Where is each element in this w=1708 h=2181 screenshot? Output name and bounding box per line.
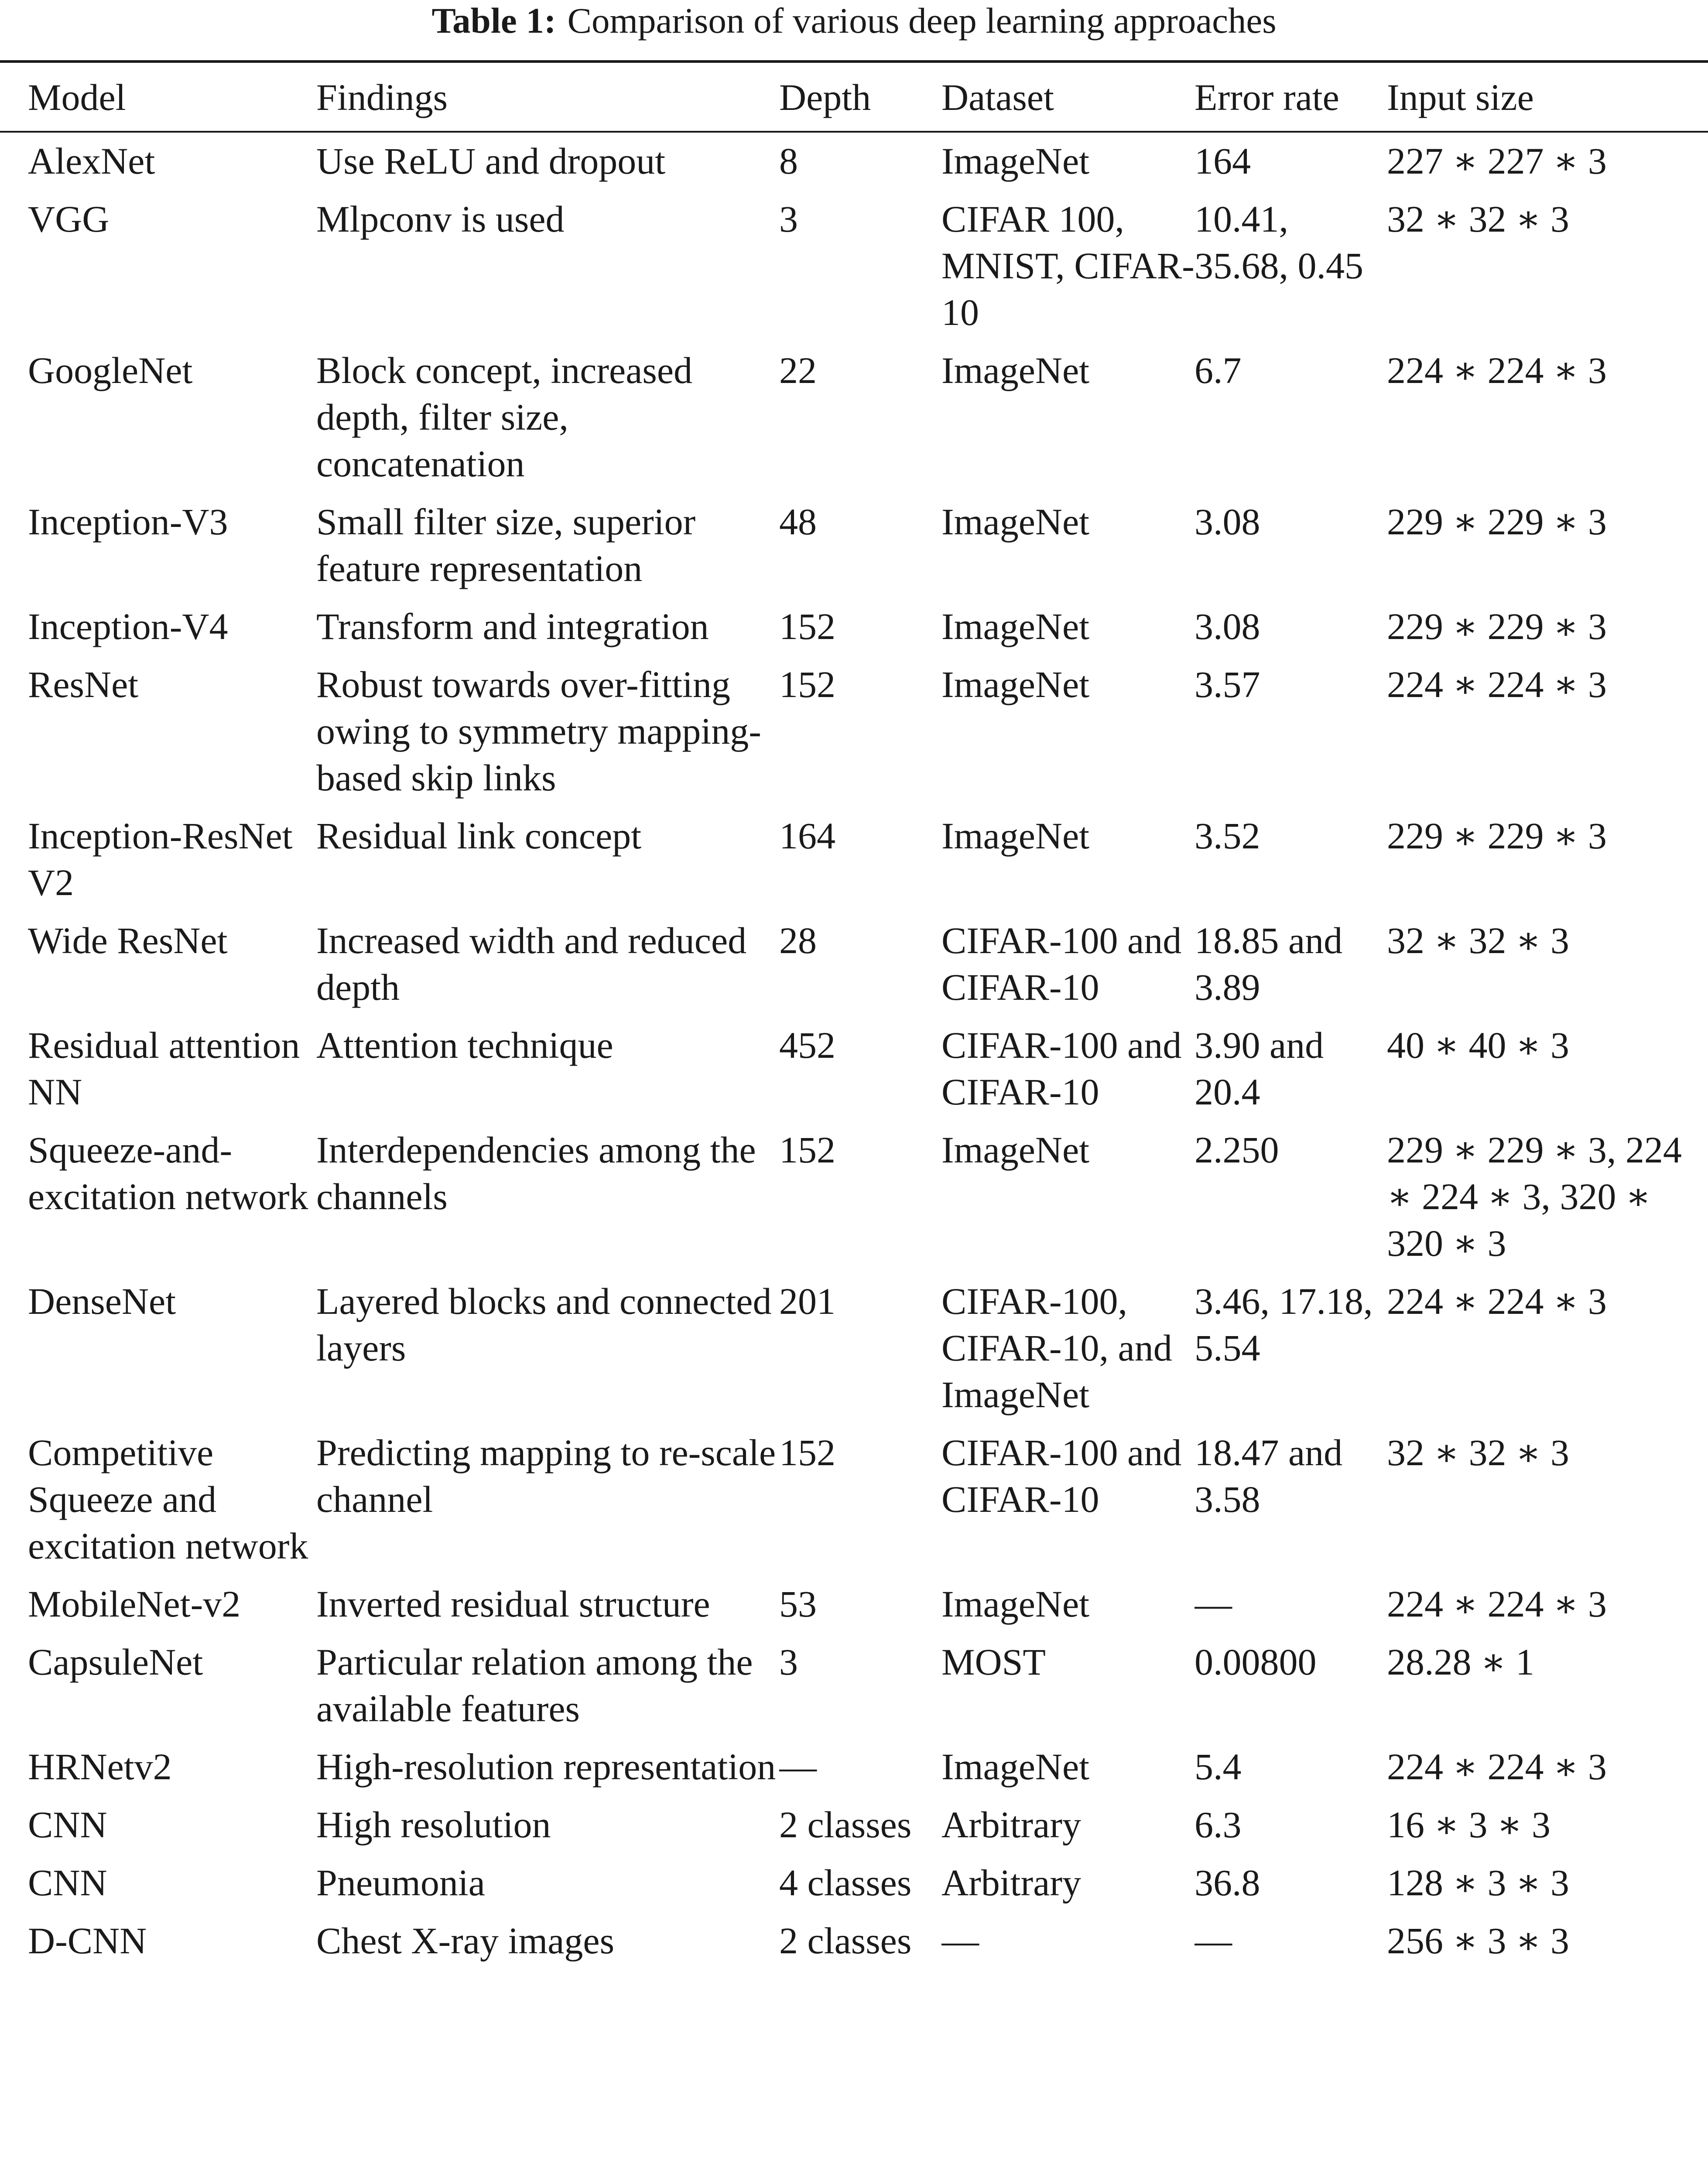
cell-input-size: 28.28 ∗ 1	[1387, 1641, 1534, 1683]
cell-findings: High-resolution representation	[316, 1746, 776, 1788]
cell-findings: Residual link concept	[316, 815, 642, 857]
cell-findings: Inverted residual structure	[316, 1583, 710, 1625]
column-header-depth: Depth	[779, 76, 871, 118]
table-row	[0, 1918, 1708, 1976]
cell-depth: 2 classes	[779, 1920, 912, 1962]
cell-input-size: 256 ∗ 3 ∗ 3	[1387, 1920, 1569, 1962]
cell-error-rate: 3.08	[1195, 605, 1260, 647]
table-row	[0, 1802, 1708, 1860]
table-row	[0, 196, 1708, 347]
cell-dataset: ImageNet	[941, 1129, 1090, 1171]
cell-depth: 3	[779, 1641, 798, 1683]
cell-findings: Use ReLU and dropout	[316, 140, 666, 182]
cell-input-size: 16 ∗ 3 ∗ 3	[1387, 1804, 1551, 1846]
cell-dataset: ImageNet	[941, 605, 1090, 647]
cell-findings: Chest X-ray images	[316, 1920, 615, 1962]
cell-depth: 152	[779, 1432, 835, 1473]
cell-model: Inception-V4	[28, 605, 228, 647]
cell-depth: 201	[779, 1280, 835, 1322]
cell-dataset: ImageNet	[941, 349, 1090, 391]
cell-model: DenseNet	[28, 1280, 176, 1322]
cell-dataset: CIFAR-100 and CIFAR-10	[941, 920, 1182, 1008]
cell-error-rate: 164	[1195, 140, 1251, 182]
cell-findings: Transform and integration	[316, 605, 709, 647]
cell-error-rate: 0.00800	[1195, 1641, 1317, 1683]
cell-error-rate: 3.52	[1195, 815, 1260, 857]
cell-input-size: 224 ∗ 224 ∗ 3	[1387, 663, 1607, 705]
table-row	[0, 1743, 1708, 1802]
cell-findings: Increased width and reduced depth	[316, 920, 747, 1008]
table-body	[0, 132, 1708, 1976]
table-row	[0, 1639, 1708, 1743]
cell-model: AlexNet	[28, 140, 155, 182]
cell-model: MobileNet-v2	[28, 1583, 241, 1625]
table-row	[0, 661, 1708, 813]
cell-depth: 4 classes	[779, 1862, 912, 1904]
cell-findings: Small filter size, superior feature representation	[316, 501, 696, 589]
header-row	[0, 63, 1708, 132]
cell-input-size: 128 ∗ 3 ∗ 3	[1387, 1862, 1569, 1904]
table-row	[0, 1581, 1708, 1639]
cell-dataset: —	[941, 1920, 979, 1962]
cell-dataset: CIFAR 100, MNIST, CIFAR-10	[941, 198, 1195, 333]
cell-dataset: ImageNet	[941, 501, 1090, 543]
cell-model: ResNet	[28, 663, 139, 705]
cell-depth: 152	[779, 663, 835, 705]
cell-input-size: 40 ∗ 40 ∗ 3	[1387, 1024, 1569, 1066]
cell-input-size: 229 ∗ 229 ∗ 3	[1387, 815, 1607, 857]
cell-model: Competitive Squeeze and excitation network	[28, 1432, 308, 1567]
cell-input-size: 32 ∗ 32 ∗ 3	[1387, 198, 1569, 240]
table-row	[0, 347, 1708, 499]
column-header-model: Model	[28, 76, 126, 118]
cell-findings: Robust towards over-fitting owing to symmetry mapping-based skip links	[316, 663, 761, 799]
cell-input-size: 224 ∗ 224 ∗ 3	[1387, 1280, 1607, 1322]
cell-model: Wide ResNet	[28, 920, 228, 961]
cell-dataset: MOST	[941, 1641, 1046, 1683]
cell-error-rate: —	[1195, 1583, 1232, 1625]
cell-depth: 152	[779, 1129, 835, 1171]
cell-model: Residual attention NN	[28, 1024, 300, 1113]
cell-error-rate: —	[1195, 1920, 1232, 1962]
cell-depth: —	[779, 1746, 817, 1788]
cell-dataset: Arbitrary	[941, 1804, 1081, 1846]
cell-dataset: ImageNet	[941, 663, 1090, 705]
cell-findings: Predicting mapping to re-scale channel	[316, 1432, 776, 1520]
cell-dataset: ImageNet	[941, 1583, 1090, 1625]
cell-error-rate: 36.8	[1195, 1862, 1260, 1904]
table-row	[0, 1278, 1708, 1429]
table-row	[0, 499, 1708, 603]
column-header-input-size: Input size	[1387, 76, 1534, 118]
cell-findings: Mlpconv is used	[316, 198, 565, 240]
cell-input-size: 224 ∗ 224 ∗ 3	[1387, 1583, 1607, 1625]
cell-depth: 152	[779, 605, 835, 647]
cell-depth: 48	[779, 501, 817, 543]
cell-model: HRNetv2	[28, 1746, 172, 1788]
cell-depth: 452	[779, 1024, 835, 1066]
cell-findings: Layered blocks and connected layers	[316, 1280, 772, 1369]
cell-error-rate: 3.57	[1195, 663, 1260, 705]
cell-error-rate: 6.3	[1195, 1804, 1242, 1846]
cell-input-size: 229 ∗ 229 ∗ 3	[1387, 501, 1607, 543]
cell-model: D-CNN	[28, 1920, 147, 1962]
cell-error-rate: 5.4	[1195, 1746, 1242, 1788]
table-row	[0, 603, 1708, 661]
caption-text: Comparison of various deep learning approaches	[567, 0, 1277, 41]
cell-input-size: 224 ∗ 224 ∗ 3	[1387, 1746, 1607, 1788]
cell-model: CapsuleNet	[28, 1641, 203, 1683]
cell-error-rate: 3.90 and 20.4	[1195, 1024, 1324, 1113]
cell-model: VGG	[28, 198, 110, 240]
cell-model: CNN	[28, 1862, 107, 1904]
cell-depth: 8	[779, 140, 798, 182]
comparison-table	[0, 63, 1708, 1976]
cell-depth: 2 classes	[779, 1804, 912, 1846]
table-row	[0, 1429, 1708, 1581]
cell-findings: Block concept, increased depth, filter size, concatenation	[316, 349, 693, 485]
cell-input-size: 32 ∗ 32 ∗ 3	[1387, 920, 1569, 961]
cell-input-size: 229 ∗ 229 ∗ 3, 224 ∗ 224 ∗ 3, 320 ∗ 320 ∗ 3	[1387, 1129, 1682, 1264]
table-row	[0, 813, 1708, 917]
cell-model: GoogleNet	[28, 349, 193, 391]
cell-error-rate: 3.46, 17.18, 5.54	[1195, 1280, 1373, 1369]
cell-input-size: 229 ∗ 229 ∗ 3	[1387, 605, 1607, 647]
cell-error-rate: 18.85 and 3.89	[1195, 920, 1343, 1008]
table-row	[0, 1127, 1708, 1278]
cell-dataset: ImageNet	[941, 815, 1090, 857]
cell-dataset: CIFAR-100 and CIFAR-10	[941, 1432, 1182, 1520]
column-header-findings: Findings	[316, 76, 448, 118]
cell-dataset: Arbitrary	[941, 1862, 1081, 1904]
cell-model: CNN	[28, 1804, 107, 1846]
cell-model: Inception-ResNet V2	[28, 815, 293, 903]
cell-model: Squeeze-and-excitation network	[28, 1129, 308, 1217]
cell-depth: 3	[779, 198, 798, 240]
cell-error-rate: 3.08	[1195, 501, 1260, 543]
cell-depth: 164	[779, 815, 835, 857]
caption-label: Table 1:	[431, 0, 556, 41]
column-header-error-rate: Error rate	[1195, 76, 1339, 118]
table-row	[0, 917, 1708, 1022]
cell-findings: Pneumonia	[316, 1862, 485, 1904]
cell-dataset: CIFAR-100, CIFAR-10, and ImageNet	[941, 1280, 1172, 1415]
cell-depth: 28	[779, 920, 817, 961]
cell-findings: Interdependencies among the channels	[316, 1129, 756, 1217]
cell-findings: Attention technique	[316, 1024, 613, 1066]
cell-dataset: ImageNet	[941, 1746, 1090, 1788]
cell-findings: High resolution	[316, 1804, 551, 1846]
cell-error-rate: 6.7	[1195, 349, 1242, 391]
cell-error-rate: 18.47 and 3.58	[1195, 1432, 1343, 1520]
cell-error-rate: 10.41, 35.68, 0.45	[1195, 198, 1363, 287]
cell-input-size: 32 ∗ 32 ∗ 3	[1387, 1432, 1569, 1473]
cell-model: Inception-V3	[28, 501, 228, 543]
cell-depth: 22	[779, 349, 817, 391]
table-row	[0, 1022, 1708, 1127]
cell-dataset: ImageNet	[941, 140, 1090, 182]
cell-error-rate: 2.250	[1195, 1129, 1279, 1171]
cell-depth: 53	[779, 1583, 817, 1625]
table-row	[0, 1860, 1708, 1918]
table-row	[0, 132, 1708, 196]
cell-input-size: 227 ∗ 227 ∗ 3	[1387, 140, 1607, 182]
cell-input-size: 224 ∗ 224 ∗ 3	[1387, 349, 1607, 391]
cell-dataset: CIFAR-100 and CIFAR-10	[941, 1024, 1182, 1113]
table-caption	[0, 1, 1708, 40]
cell-findings: Particular relation among the available features	[316, 1641, 753, 1730]
column-header-dataset: Dataset	[941, 76, 1054, 118]
